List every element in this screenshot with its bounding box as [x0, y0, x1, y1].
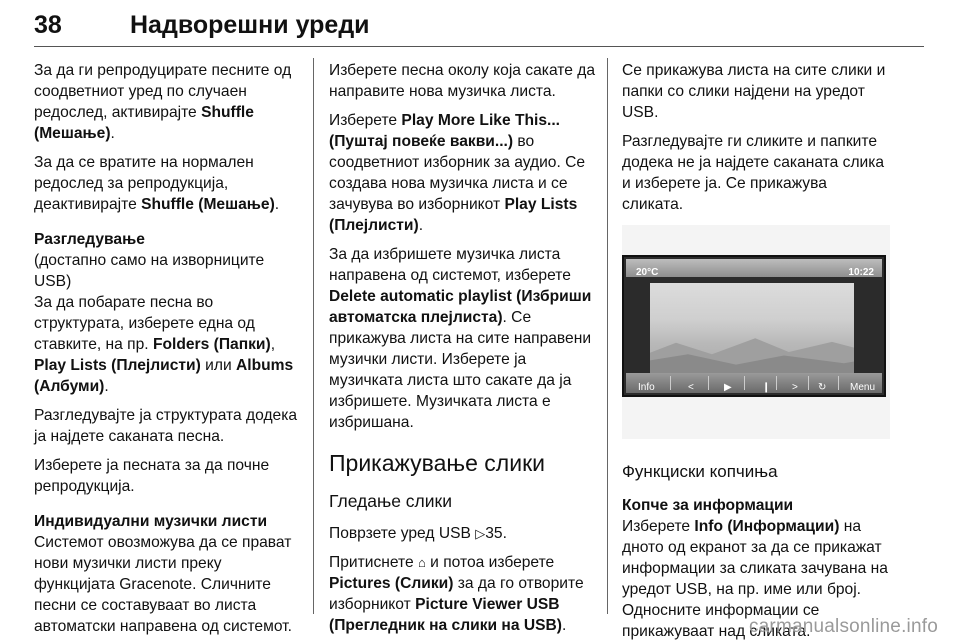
browse-note: (достапно само на изворниците USB) [34, 252, 265, 290]
watermark: carmanualsonline.info [748, 616, 938, 637]
next-icon: > [792, 382, 798, 393]
shuffle-off-paragraph: За да се вратите на нормален редослед за репродукција, деактивирајте Shuffle (Мешање). [34, 154, 280, 213]
previous-icon: < [688, 382, 694, 393]
header-divider [34, 46, 924, 47]
delete-playlist-paragraph: За да избришете музичка листа направена од системот, изберете Delete automatic playlist (Избриши автоматска плејлиста). Се прикажува листа на сите направени музички листи. Изберете ја музичката листа што сакате да ја избришете. Музичката листа е избришана. [329, 246, 592, 431]
play-icon: ▶ [724, 382, 732, 393]
arrow-ref-icon: ▷ [475, 526, 486, 541]
column-divider-2 [607, 58, 608, 614]
select-song-around-paragraph: Изберете песна околу која сакате да направите нова музичка листа. [329, 62, 596, 100]
column-2 [329, 60, 599, 642]
screen-illustration [622, 225, 890, 439]
pause-icon: ❙ [762, 382, 771, 393]
temperature-label: 20°C [636, 267, 659, 278]
info-button-heading: Копче за информации [622, 497, 794, 514]
page-number: 38 [34, 11, 62, 39]
column-1 [34, 60, 298, 642]
list-shown-paragraph: Се прикажува листа на сите слики и папки со слики најдени на уредот USB. [622, 62, 886, 121]
connect-usb-paragraph: Поврзете уред USB ▷35. [329, 525, 507, 542]
play-more-paragraph: Изберете Play More Like This... (Пуштај повеќе вакви...) во соодветниот изборник за аудио. Се создава нова музичка листа и се зачувува во изборникот Play Lists (Плејлисти). [329, 112, 586, 234]
page-header [34, 6, 924, 46]
browse-paragraph: За да побарате песна во структурата, изберете една од ставките, на пр. Folders (Папки), Play Lists (Плејлисти) или Albums (Албуми). [34, 294, 294, 395]
menu-button-label: Menu [850, 382, 876, 393]
shuffle-label: Shuffle (Мешање) [34, 104, 254, 142]
shuffle-on-paragraph: За да ги репродуцирате песните од соодветниот уред по случаен редослед, активирајте Shuffle (Мешање). [34, 62, 292, 142]
rotate-icon: ↻ [818, 382, 827, 393]
playlists-heading: Индивидуални музички листи [34, 513, 268, 530]
home-icon: ⌂ [417, 555, 426, 570]
info-button-label: Info [638, 382, 655, 393]
subsection-heading: Гледање слики [329, 491, 452, 511]
page-title: Надворешни уреди [130, 11, 370, 39]
browse-heading: Разгледување [34, 231, 145, 248]
column-3 [622, 60, 890, 642]
display-screen [622, 255, 886, 397]
browse-pictures-paragraph: Разгледувајте ги сликите и папките додека не ја најдете саканата слика и изберете ја. Се прикажува сликата. [622, 133, 885, 213]
screen-status-bar [626, 259, 882, 277]
landscape-image [650, 283, 854, 375]
shuffle-label: Shuffle (Мешање) [141, 196, 275, 213]
open-pictures-paragraph: Притиснете ⌂ и потоа изберете Pictures (Слики) за да го отворите изборникот Picture Viewer USB (Прегледник на слики на USB). [329, 554, 584, 634]
function-buttons-heading: Функциски копчиња [622, 462, 778, 481]
select-song-paragraph: Изберете ја песната за да почне репродукција. [34, 457, 270, 495]
clock-label: 10:22 [848, 267, 874, 278]
info-button-paragraph: Изберете Info (Информации) на дното од екранот за да се прикажат информации за сликата зачувана на уредот USB, на пр. име или број. Односните информации се прикажуваат над сликата. [622, 518, 888, 640]
column-divider-1 [313, 58, 314, 614]
screen-button-bar [626, 373, 882, 393]
browse-structure-paragraph: Разгледувајте ја структурата додека ја најдете саканата песна. [34, 407, 298, 445]
playlists-paragraph: Системот овозможува да се прават нови музички листи преку функцијата Gracenote. Сличните песни се составуваат во листа автоматски направена од системот. [34, 534, 292, 635]
section-heading: Прикажување слики [329, 450, 545, 476]
